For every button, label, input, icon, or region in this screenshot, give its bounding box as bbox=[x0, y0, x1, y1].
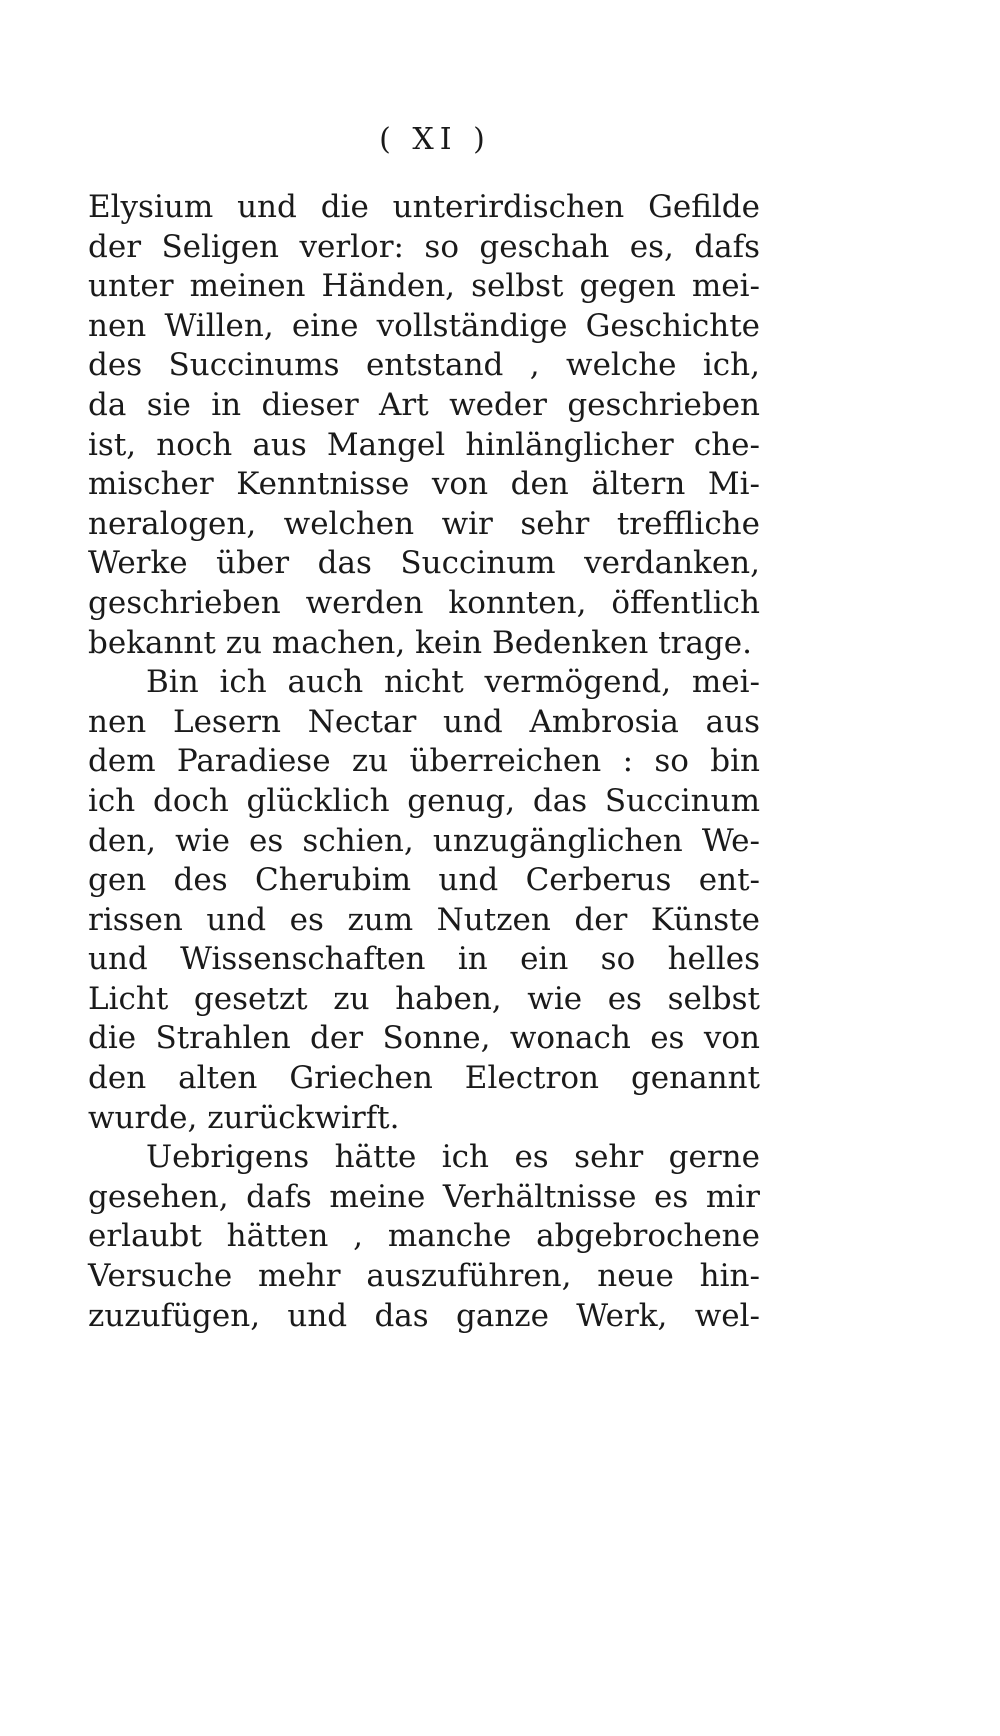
text-line: bekannt zu machen, kein Bedenken trage. bbox=[88, 624, 752, 661]
text-line: neralogen, welchen wir sehr treffliche bbox=[88, 505, 760, 542]
text-line: wurde, zurückwirft. bbox=[88, 1099, 400, 1136]
text-line: ist, noch aus Mangel hinlänglicher che- bbox=[88, 426, 760, 463]
text-line: die Strahlen der Sonne, wonach es von bbox=[88, 1020, 760, 1057]
text-line: Werke über das Succinum verdanken, bbox=[88, 545, 760, 582]
text-line: gen des Cherubim und Cerberus ent- bbox=[88, 862, 760, 899]
text-line: da sie in dieser Art weder geschrieben bbox=[88, 386, 760, 423]
text-line: der Seligen verlor: so geschah es, dafs bbox=[88, 228, 760, 265]
text-line: erlaubt hätten , manche abgebrochene bbox=[88, 1218, 760, 1255]
text-line: den, wie es schien, unzugänglichen We- bbox=[88, 822, 760, 859]
text-line: Uebrigens hätte ich es sehr gerne bbox=[146, 1139, 760, 1176]
text-line: dem Paradiese zu überreichen : so bin bbox=[88, 743, 760, 780]
text-line: Bin ich auch nicht vermögend, mei- bbox=[146, 664, 760, 701]
page-number-header: ( XI ) bbox=[379, 122, 491, 157]
text-line: geschrieben werden konnten, öffentlich bbox=[88, 584, 760, 621]
text-line: ich doch glücklich genug, das Succinum bbox=[88, 782, 760, 819]
text-line: gesehen, dafs meine Verhältnisse es mir bbox=[88, 1178, 760, 1215]
text-line: mischer Kenntnisse von den ältern Mi- bbox=[88, 466, 760, 503]
text-line: Versuche mehr auszuführen, neue hin- bbox=[88, 1258, 760, 1295]
body-text bbox=[88, 188, 760, 1336]
text-line: des Succinums entstand , welche ich, bbox=[88, 347, 760, 384]
text-line: Licht gesetzt zu haben, wie es selbst bbox=[88, 980, 760, 1017]
text-line: und Wissenschaften in ein so helles bbox=[88, 941, 760, 978]
text-line: Elysium und die unterirdischen Gefilde bbox=[88, 189, 760, 225]
text-line: den alten Griechen Electron genannt bbox=[88, 1060, 760, 1097]
text-line: rissen und es zum Nutzen der Künste bbox=[88, 901, 760, 938]
text-line: unter meinen Händen, selbst gegen mei- bbox=[88, 268, 760, 305]
text-line: zuzufügen, und das ganze Werk, wel- bbox=[88, 1297, 760, 1334]
text-line: nen Lesern Nectar und Ambrosia aus bbox=[88, 703, 760, 740]
text-line: nen Willen, eine vollständige Geschichte bbox=[88, 307, 760, 344]
